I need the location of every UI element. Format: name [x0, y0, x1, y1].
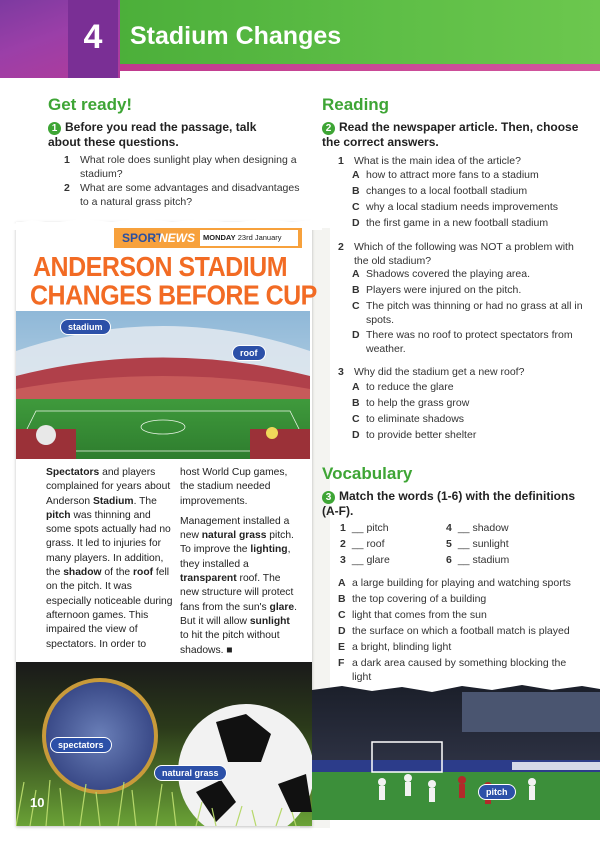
get-ready-instruction-text: Before you read the passage, talk about these questions.: [48, 120, 257, 149]
get-ready-title: Get ready!: [48, 95, 133, 114]
option-letter: C: [352, 300, 360, 312]
football-match-photo: [312, 682, 600, 820]
article-text: , they installed a: [180, 544, 291, 570]
definition-letter: A: [338, 577, 346, 589]
spectators-label: spectators: [50, 737, 112, 753]
headline-line-2: CHANGES BEFORE CUP: [30, 280, 317, 312]
answer-option[interactable]: [352, 284, 588, 298]
header-pink-stripe: [120, 64, 600, 71]
answer-option[interactable]: [352, 413, 588, 427]
date-rest: 23rd January: [237, 233, 282, 242]
question-text: Which of the following was NOT a problem with the old stadium?: [354, 241, 574, 267]
word-number: 5: [446, 538, 452, 550]
vocabulary-title: Vocabulary: [322, 464, 413, 483]
article-text: to hit the pitch without shadows. ■: [180, 630, 280, 656]
headline-line-1: ANDERSON STADIUM: [33, 251, 288, 283]
definition-text: light that comes from the sun: [352, 609, 487, 621]
article-col2-para2: [180, 515, 298, 658]
key-vocabulary-word: roof: [133, 567, 154, 579]
option-letter: A: [352, 381, 360, 393]
key-vocabulary-word: sunlight: [249, 615, 290, 627]
article-column-2: [180, 466, 298, 658]
question-number: 1: [64, 154, 70, 166]
reading-question: [338, 240, 588, 268]
option-text: how to attract more fans to a stadium: [366, 169, 539, 181]
vocabulary-instruction-text: Match the words (1-6) with the definitions (A-F).: [322, 489, 576, 518]
option-text: Shadows covered the playing area.: [366, 268, 531, 280]
option-letter: B: [352, 185, 360, 197]
key-vocabulary-word: transparent: [180, 573, 237, 585]
reading-instruction-text: Read the newspaper article. Then, choose the correct answers.: [322, 120, 579, 149]
get-ready-instruction: [48, 120, 288, 150]
definition: [338, 593, 588, 607]
option-letter: A: [352, 268, 360, 280]
question-text: What is the main idea of the article?: [354, 155, 521, 167]
reading-instruction: [322, 120, 584, 150]
word-text: __ roof: [351, 538, 385, 550]
option-letter: D: [352, 217, 360, 229]
vocab-word: [446, 554, 509, 566]
word-number: 2: [340, 538, 346, 550]
definition-text: a dark area caused by something blocking the light: [352, 657, 567, 683]
word-text: __ sunlight: [457, 538, 509, 550]
article-text: fell on the pitch. It was especially noticeable during afternoon games. This impaired the view of spectators. In order to: [46, 567, 173, 650]
option-text: There was no roof to protect spectators from weather.: [366, 329, 573, 355]
vocab-word: [340, 522, 389, 534]
definition-letter: E: [338, 641, 346, 653]
vocab-word: [446, 538, 509, 550]
option-text: to provide better shelter: [366, 429, 477, 441]
newspaper-date: [200, 230, 298, 246]
option-text: why a local stadium needs improvements: [366, 201, 559, 213]
question-text: Why did the stadium get a new roof?: [354, 366, 525, 378]
answer-option[interactable]: [352, 268, 588, 282]
definition-letter: C: [338, 609, 346, 621]
key-vocabulary-word: glare: [269, 601, 295, 613]
answer-option[interactable]: [352, 217, 588, 231]
article-text: . But it will allow: [180, 601, 298, 627]
reading-question: [338, 365, 588, 379]
word-text: __ pitch: [351, 522, 389, 534]
word-number: 1: [340, 522, 346, 534]
word-number: 6: [446, 554, 452, 566]
pitch-label: pitch: [478, 784, 516, 800]
definition: [338, 625, 588, 639]
newspaper-sport-label: SPORT: [122, 231, 164, 245]
question-number: 3: [338, 366, 344, 378]
article-text: was thinning and some spots actually had no grass. It led to injuries for many players. In addition, the: [46, 509, 171, 579]
roof-label: roof: [232, 345, 266, 361]
option-letter: D: [352, 429, 360, 441]
definition-text: the top covering of a building: [352, 593, 487, 605]
natural-grass-label: natural grass: [154, 765, 227, 781]
definition-text: the surface on which a football match is played: [352, 625, 570, 637]
question-number: 2: [338, 241, 344, 253]
key-vocabulary-word: Spectators: [46, 467, 100, 478]
option-text: Players were injured on the pitch.: [366, 284, 522, 296]
word-text: __ shadow: [457, 522, 509, 534]
definition: [338, 609, 588, 623]
question-text: What role does sunlight play when designing a stadium?: [80, 154, 297, 180]
option-letter: B: [352, 284, 360, 296]
definition-letter: D: [338, 625, 346, 637]
option-text: to reduce the glare: [366, 381, 454, 393]
stadium-photo: [16, 311, 310, 459]
task-number-badge: 3: [322, 491, 335, 504]
definition-letter: B: [338, 593, 346, 605]
vocabulary-instruction: [322, 489, 584, 519]
answer-option[interactable]: [352, 381, 588, 395]
task-number-badge: 1: [48, 122, 61, 135]
article-column-1: [46, 466, 174, 652]
article-text: . The: [133, 495, 157, 507]
definition-text: a large building for playing and watching sports: [352, 577, 571, 589]
option-text: changes to a local football stadium: [366, 185, 528, 197]
definition: [338, 641, 588, 655]
unit-title: Stadium Changes: [130, 22, 342, 50]
date-day: MONDAY: [203, 233, 236, 242]
option-text: to eliminate shadows: [366, 413, 465, 425]
word-number: 3: [340, 554, 346, 566]
definition-text: a bright, blinding light: [352, 641, 452, 653]
article-text: of the: [101, 567, 134, 579]
word-number: 4: [446, 522, 452, 534]
article-col2-para1: host World Cup games, the stadium needed improvements.: [180, 467, 288, 507]
definition-letter: F: [338, 657, 345, 669]
option-text: the first game in a new football stadium: [366, 217, 549, 229]
article-text: and players complained for years about Anderson: [46, 467, 171, 507]
key-vocabulary-word: pitch: [46, 509, 71, 521]
option-text: The pitch was thinning or had no grass at all in spots.: [366, 300, 583, 326]
question-text: What are some advantages and disadvantages to a natural grass pitch?: [80, 182, 300, 208]
key-vocabulary-word: shadow: [63, 567, 102, 579]
word-text: __ glare: [351, 554, 390, 566]
get-ready-question: [64, 153, 304, 181]
newspaper-news-label: NEWS: [159, 231, 195, 245]
reading-question: [338, 154, 588, 168]
definition: [338, 577, 588, 591]
answer-option[interactable]: [352, 329, 588, 356]
word-text: __ stadium: [457, 554, 510, 566]
article-text: Management installed a new: [180, 515, 290, 542]
key-vocabulary-word: lighting: [250, 544, 288, 556]
answer-option[interactable]: [352, 397, 588, 411]
article-text: pitch. To improve the: [180, 530, 294, 556]
key-vocabulary-word: natural grass: [201, 530, 267, 542]
option-letter: A: [352, 169, 360, 181]
unit-number: 4: [83, 18, 103, 56]
option-text: to help the grass grow: [366, 397, 470, 409]
article-text: roof. The new structure will protect fans from the sun's: [180, 573, 294, 613]
question-number: 2: [64, 182, 70, 194]
unit-header: [0, 0, 600, 78]
option-letter: C: [352, 413, 360, 425]
vocab-word: [446, 522, 509, 534]
definition: [338, 657, 588, 684]
answer-option[interactable]: [352, 201, 588, 215]
stadium-label: stadium: [60, 319, 111, 335]
answer-option[interactable]: [352, 300, 588, 327]
answer-option[interactable]: [352, 185, 588, 199]
answer-option[interactable]: [352, 169, 588, 183]
get-ready-question: [64, 181, 304, 209]
question-number: 1: [338, 155, 344, 167]
vocab-word: [340, 538, 385, 550]
task-number-badge: 2: [322, 122, 335, 135]
answer-option[interactable]: [352, 429, 588, 443]
option-letter: D: [352, 329, 360, 341]
reading-title: Reading: [322, 95, 390, 114]
vocab-word: [340, 554, 390, 566]
key-vocabulary-word: Stadium: [92, 495, 134, 507]
option-letter: B: [352, 397, 360, 409]
page-number: 10: [30, 795, 45, 810]
option-letter: C: [352, 201, 360, 213]
